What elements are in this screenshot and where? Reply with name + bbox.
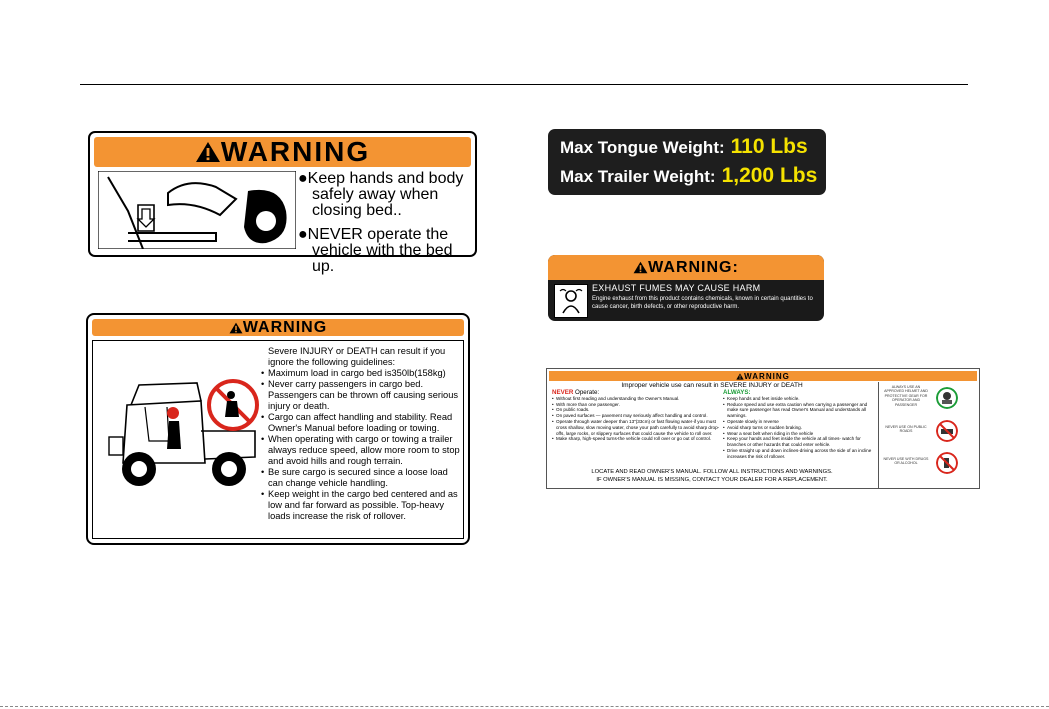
no-public-roads-icon — [936, 420, 958, 442]
warning-header — [92, 319, 464, 336]
warning-triangle-icon — [736, 373, 744, 380]
header-rule — [80, 84, 968, 85]
public-roads-notice: NEVER USE ON PUBLIC ROADS — [885, 425, 927, 434]
tow-weight-label — [548, 129, 826, 195]
warning-header — [549, 371, 977, 381]
cargo-warning-lead: Severe INJURY or DEATH can result if you ignore the following guidelines: — [268, 346, 446, 367]
list-item: • Wear a seat belt when riding in the vehicle — [723, 431, 875, 437]
helmet-notice: ALWAYS USE AN APPROVED HELMET AND PROTECTIVE GEAR FOR OPERATOR AND PASSENGER — [884, 385, 928, 407]
page-bottom-edge — [0, 706, 1049, 707]
warning-header-text: WARNING — [220, 136, 371, 167]
list-item: • Keep your hands and feet inside the vehicle at all times- watch for branches or other hazards that could enter vehicle. — [723, 436, 875, 448]
list-item: • Avoid sharp turns or sudden braking. — [723, 425, 875, 431]
no-drugs-alcohol-icon — [936, 452, 958, 474]
warning-triangle-icon — [633, 261, 648, 274]
list-item: • Without first reading and understanding the Owner's Manual. — [552, 396, 720, 402]
strip-footer-line-1: LOCATE AND READ OWNER'S MANUAL. FOLLOW ALL INSTRUCTIONS AND WARNINGS. — [591, 469, 833, 475]
trailer-weight-value: 1,200 Lbs — [721, 164, 818, 187]
bullet-icon: ● — [298, 170, 308, 187]
list-item: • Cargo can affect handling and stability. Read Owner's Manual before loading or towing. — [258, 412, 461, 434]
list-item: • Keep hands and feet inside vehicle. — [723, 396, 875, 402]
never-suffix: Operate: — [573, 389, 600, 396]
tongue-weight-label: Max Tongue Weight: — [560, 138, 725, 157]
list-item: • Drive straight up and down inclines-driving across the side of an incline increases the risk of rollover. — [723, 448, 875, 460]
warning-triangle-icon — [195, 141, 221, 163]
strip-footer — [547, 469, 877, 484]
warning-header — [94, 137, 471, 167]
list-item: • Operate through water deeper than 13"(33cm) or fast flowing water-if you must cross shallow, slow moving water, chose your path carefully to avoid sharp drop-offs, large rocks, or slippery surfaces that could cause the vehicle to roll over. — [552, 419, 720, 436]
warning-header-text: WARNING — [242, 318, 328, 336]
never-title: NEVER — [552, 389, 574, 396]
warning-header — [548, 255, 824, 280]
always-title: ALWAYS: — [723, 389, 751, 396]
list-item: • On public roads. — [552, 407, 720, 413]
tongue-weight-value: 110 Lbs — [730, 135, 808, 158]
strip-side-icons — [880, 383, 977, 486]
exhaust-title: EXHAUST FUMES MAY CAUSE HARM — [592, 283, 761, 293]
bed-warning-item-2: NEVER operate the vehicle with the bed up. — [307, 226, 453, 275]
closing-bed-pictogram-icon — [98, 171, 296, 249]
vehicle-use-warning-strip — [546, 368, 980, 489]
list-item: • When operating with cargo or towing a trailer always reduce speed, allow more room to stop and avoid hills and rough terrain. — [258, 434, 461, 467]
list-item: • Reduce speed and use extra caution when carrying a passenger and make sure passenger has read Owner's Manual and understands all warnings. — [723, 402, 875, 419]
bed-warning-item-1: Keep hands and body safely away when closing bed.. — [307, 170, 464, 219]
bed-warning-label — [88, 131, 477, 275]
list-item: • Maximum load in cargo bed is350lb(158kg) — [258, 368, 461, 379]
list-item: • Keep weight in the cargo bed centered and as low and far forward as possible. Top-heavy loads increase the risk of rollover. — [258, 489, 461, 522]
cargo-warning-body — [92, 340, 464, 539]
helmet-required-icon — [936, 387, 958, 409]
cargo-warning-text — [258, 346, 461, 522]
cargo-warning-list — [258, 368, 461, 522]
utv-no-passenger-in-bed-icon — [105, 365, 265, 495]
strip-subtitle: Improper vehicle use can result in SEVERE INJURY or DEATH — [621, 382, 803, 389]
cargo-warning-label — [86, 313, 470, 545]
strip-footer-line-2: IF OWNER'S MANUAL IS MISSING, CONTACT YOUR DEALER FOR A REPLACEMENT. — [596, 476, 828, 483]
drugs-alcohol-notice: NEVER USE WITH DRUGS OR ALCOHOL — [883, 457, 929, 466]
warning-triangle-icon — [229, 322, 243, 334]
fumes-person-icon — [554, 284, 588, 318]
exhaust-body: Engine exhaust from this product contains chemicals, known in certain quantities to cause cancer, birth defects, or other reproductive harm. — [592, 296, 813, 310]
list-item: • On paved surfaces — pavement may seriously affect handling and control. — [552, 413, 720, 419]
never-column — [552, 390, 720, 442]
list-item: • Be sure cargo is secured since a loose load can change vehicle handling. — [258, 467, 461, 489]
bullet-icon: ● — [298, 226, 308, 243]
warning-header-text: WARNING: — [648, 258, 739, 276]
list-item: • Make sharp, high-speed turns-the vehicle could roll over or go out of control. — [552, 436, 720, 442]
trailer-weight-label: Max Trailer Weight: — [560, 167, 716, 186]
strip-divider — [878, 382, 879, 488]
exhaust-warning-label — [548, 255, 824, 321]
bed-warning-text — [298, 171, 469, 283]
list-item: • With more than one passenger. — [552, 402, 720, 408]
warning-header-text: WARNING — [744, 371, 790, 381]
list-item: • Never carry passengers in cargo bed. Passengers can be thrown off causing serious injury or death. — [258, 379, 461, 412]
list-item: • Operate slowly in reverse — [723, 419, 875, 425]
always-column — [723, 390, 875, 460]
